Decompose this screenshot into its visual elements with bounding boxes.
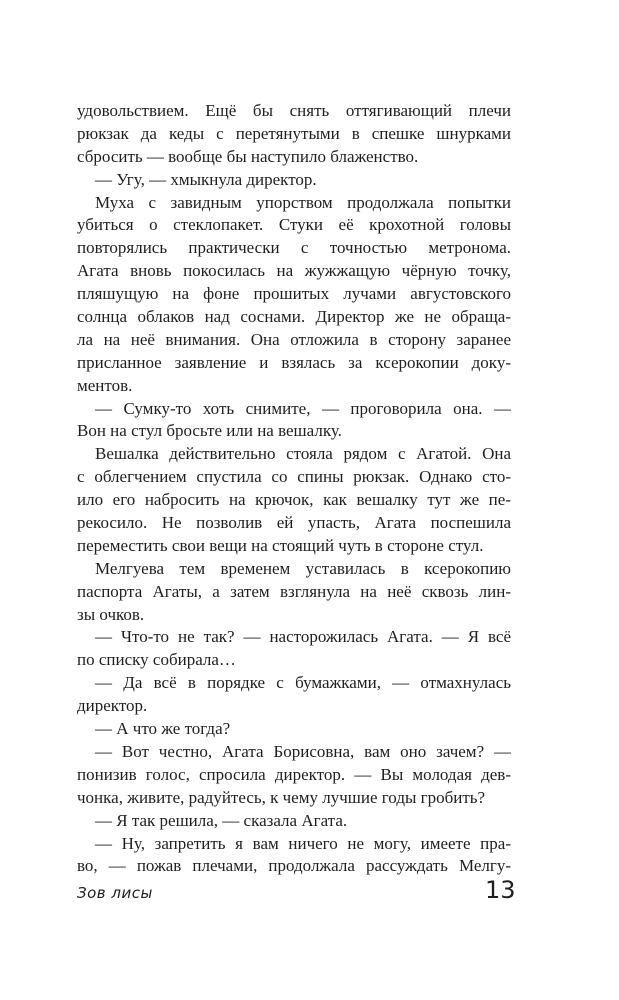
text-line: ментов. [77, 375, 133, 395]
text-line: во, — пожав плечами, продолжала рассуждать Мелгу- [77, 856, 511, 876]
body-text [77, 100, 511, 878]
text-line: — Что-то не так? — насторожилась Агата. — Я всё [95, 627, 511, 647]
text-line: — Ну, запретить я вам ничего не могу, имеете пра- [95, 833, 511, 853]
text-line: — Угу, — хмыкнула директор. [95, 169, 317, 189]
text-line: удовольствием. Ещё бы снять оттягивающий плечи [77, 101, 511, 120]
text-line: рюкзак да кеды с перетянутыми в спешке шнурками [77, 123, 511, 143]
text-line: Вон на стул бросьте или на вешалку. [77, 421, 342, 441]
text-line: — Я так решила, — сказала Агата. [95, 810, 348, 830]
text-line: — Сумку-то хоть снимите, — проговорила она. — [95, 398, 511, 418]
text-line: чонка, живите, радуйтесь, к чему лучшие годы гробить? [77, 787, 486, 807]
text-line: — Вот честно, Агата Борисовна, вам оно зачем? — [95, 741, 511, 761]
text-line: ла на неё внимания. Она отложила в сторону заранее [77, 329, 511, 349]
text-line: директор. [77, 696, 148, 716]
text-line: убиться о стеклопакет. Стуки её крохотной головы [77, 215, 511, 235]
text-line: сбросить — вообще бы наступило блаженство. [77, 146, 419, 166]
text-line: зы очков. [77, 604, 145, 624]
text-line: пляшущую на фоне прошитых лучами августовского [77, 284, 511, 304]
text-line: солнца облаков над соснами. Директор же не обраща- [77, 307, 511, 327]
text-line: паспорта Агаты, а затем взглянула на неё сквозь лин- [77, 581, 511, 601]
text-line: Муха с завидным упорством продолжала попытки [95, 192, 511, 212]
text-line: с облегчением спустила со спины рюкзак. Однако сто- [77, 467, 511, 487]
text-line: Агата вновь покосилась на жужжащую чёрную точку, [77, 261, 511, 281]
text-line: по списку собирала… [77, 650, 236, 670]
text-line: Вешалка действительно стояла рядом с Агатой. Она [95, 444, 511, 464]
text-line: рекосило. Не позволив ей упасть, Агата поспешила [77, 513, 511, 533]
page-number: 13 [485, 876, 516, 904]
text-line: — Да всё в порядке с бумажками, — отмахнулась [95, 673, 511, 693]
text-line: переместить свои вещи на стоящий чуть в стороне стул. [77, 535, 484, 555]
running-footer-book-title: Зов лисы [77, 884, 153, 902]
text-line: присланное заявление и взялась за ксерокопии доку- [77, 352, 511, 372]
text-line: — А что же тогда? [95, 719, 231, 739]
text-line: ило его набросить на крючок, как вешалку тут же пе- [77, 490, 511, 510]
text-line: Мелгуева тем временем уставилась в ксерокопию [95, 558, 511, 578]
text-line: понизив голос, спросила директор. — Вы молодая дев- [77, 764, 511, 784]
text-line: повторялись практически с точностью метронома. [77, 238, 511, 258]
